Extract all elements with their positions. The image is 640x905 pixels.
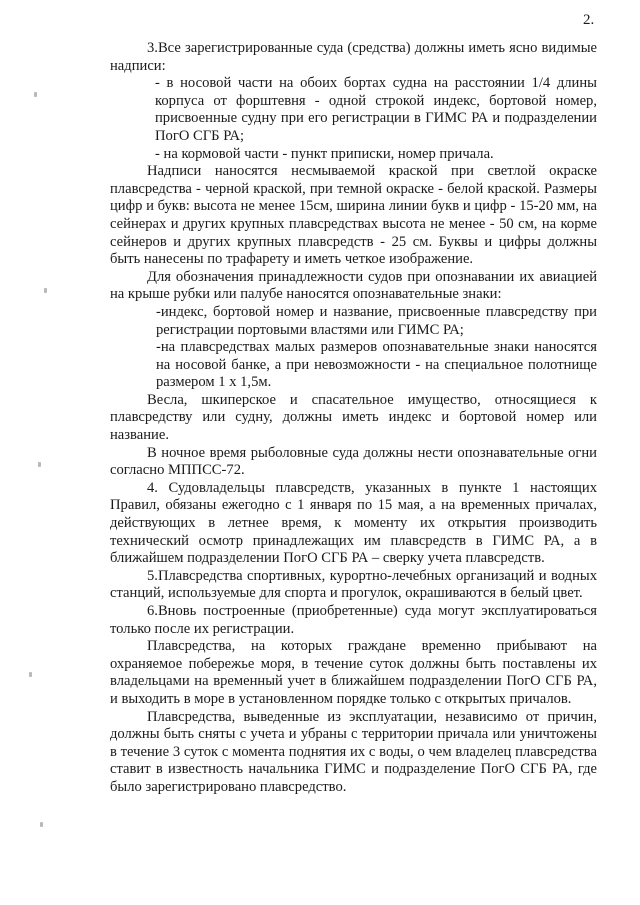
paragraph-paint-rules: Надписи наносятся несмываемой краской при светлой окраске плавсредства - черной краской, при темной окраске - белой краской. Размеры цифр и букв: высота не менее 15см, ширина линии букв и цифр - 15-20 мм, на сейнерах и других крупных плавсредствах высота не менее - 50 см, на корме сейнеров и других крупных плавсредств - 25 см. Буквы и цифры должны быть нанесены по трафарету и иметь четкое изображение. xyxy=(110,163,597,268)
scan-mark xyxy=(44,288,47,293)
list-item-bow-markings: - в носовой части на обоих бортах судна на расстоянии 1/4 длины корпуса от форштевня - одной строкой индекс, бортовой номер, присвоенные судну при его регистрации в ГИМС РА и подразделении ПогО СГБ РА; xyxy=(155,75,597,144)
list-item-stern-markings: - на кормовой части - пункт приписки, номер причала. xyxy=(155,145,494,162)
paragraph-night-lights: В ночное время рыболовные суда должны нести опознавательные огни согласно МППСС-72. xyxy=(110,444,597,479)
scan-mark xyxy=(40,822,43,827)
list-item-small-vessels: -на плавсредствах малых размеров опознавательные знаки наносятся на носовой банке, а при невозможности - на специальное полотнище размером 1 х 1,5м. xyxy=(156,339,597,391)
paragraph-temporary-registration: Плавсредства, на которых граждане временно прибывают на охраняемое побережье моря, в течение суток должны быть поставлены их владельцами на временный учет в ближайшем подразделении ПогО СГБ РА, и выходить в море в установленном порядке только с открытых причалов. xyxy=(110,638,597,707)
scan-mark xyxy=(38,462,41,467)
paragraph-item-3: 3.Все зарегистрированные суда (средства) должны иметь ясно видимые надписи: xyxy=(110,40,597,74)
paragraph-item-4: 4. Судовладельцы плавсредств, указанных в пункте 1 настоящих Правил, обязаны ежегодно с 1 января по 15 мая, а на временных причалах, действующих в летнее время, к моменту их открытия производить технический осмотр принадлежащих им плавсредств в ГИМС РА, а в ближайшем подразделении ПогО СГБ РА – сверку учета плавсредств. xyxy=(110,479,597,567)
document-body xyxy=(110,40,597,797)
paragraph-equipment: Весла, шкиперское и спасательное имущество, относящиеся к плавсредству или судну, должны иметь индекс и бортовой номер или название. xyxy=(110,391,597,444)
page-number: 2. xyxy=(583,12,595,28)
paragraph-aerial-identification: Для обозначения принадлежности судов при опознавании их авиацией на крыше рубки или палубе наносятся опознавательные знаки: xyxy=(110,268,597,303)
paragraph-item-5: 5.Плавсредства спортивных, курортно-лечебных организаций и водных станций, используемые для спорта и прогулок, окрашиваются в белый цвет. xyxy=(110,567,597,602)
list-item-index-number: -индекс, бортовой номер и название, присвоенные плавсредству при регистрации портовыми властями или ГИМС РА; xyxy=(156,303,597,338)
scan-mark xyxy=(29,672,32,677)
paragraph-decommissioned: Плавсредства, выведенные из эксплуатации, независимо от причин, должны быть сняты с учета и убраны с территории причала или уничтожены в течение 3 суток с момента поднятия их с воды, о чем владелец плавсредства ставит в известность начальника ГИМС и подразделение ПогО СГБ РА, где было зарегистрировано плавсредство. xyxy=(110,708,597,795)
paragraph-item-6: 6.Вновь построенные (приобретенные) суда могут эксплуатироваться только после их регистрации. xyxy=(110,603,597,637)
scan-mark xyxy=(34,92,37,97)
